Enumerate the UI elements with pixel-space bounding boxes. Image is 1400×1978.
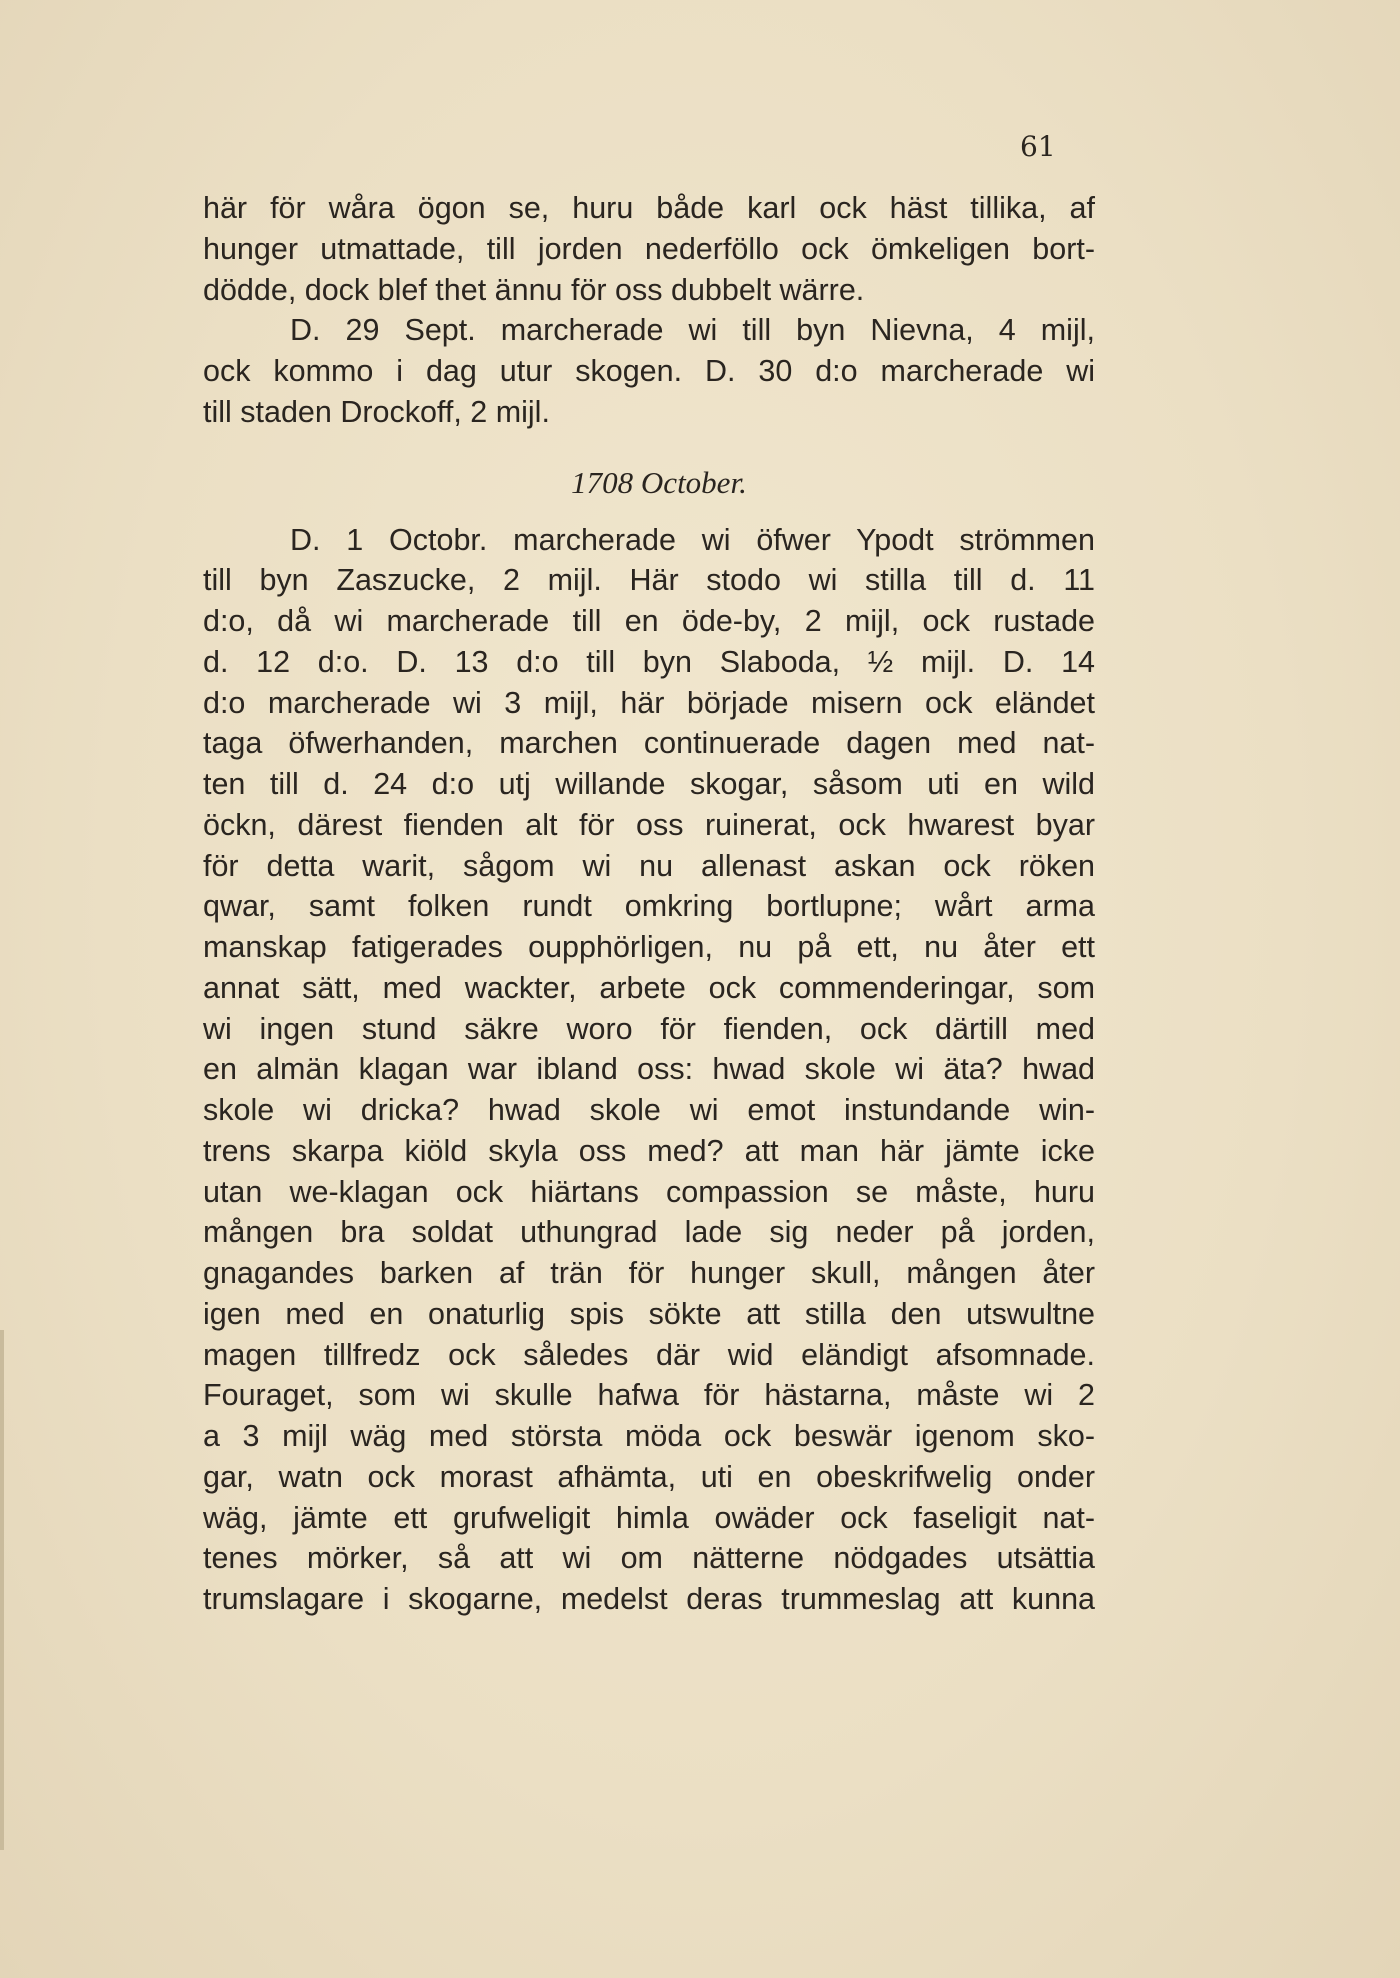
page-edge-shadow (0, 1330, 4, 1850)
text-line: D. 1 Octobr. marcherade wi öfwer Ypodt strömmen (290, 522, 1095, 557)
text-line: trumslagare i skogarne, medelst deras trummeslag att kunna (203, 1582, 1095, 1616)
text-line: gar, watn ock morast afhämta, uti en obeskrifwelig onder (203, 1459, 1095, 1494)
text-line: hunger utmattade, till jorden nederföllo ock ömkeligen bort- (203, 231, 1095, 266)
text-line: igen med en onaturlig spis sökte att stilla den utswultne (203, 1296, 1095, 1331)
body-text (203, 188, 1095, 1620)
text-line: d. 12 d:o. D. 13 d:o till byn Slaboda, ½ mijl. D. 14 (203, 644, 1095, 679)
text-line: dödde, dock blef thet ännu för oss dubbelt wärre. (203, 272, 865, 307)
text-line: utan we-klagan ock hiärtans compassion se måste, huru (203, 1174, 1095, 1209)
text-line: d:o marcherade wi 3 mijl, här började misern ock eländet (203, 685, 1095, 720)
text-line: till staden Drockoff, 2 mijl. (203, 394, 550, 429)
text-line: D. 29 Sept. marcherade wi till byn Nievna, 4 mijl, (290, 313, 1095, 348)
text-line: gnagandes barken af trän för hunger skull, mången åter (203, 1256, 1095, 1290)
text-line: mången bra soldat uthungrad lade sig neder på jorden, (203, 1215, 1095, 1250)
text-line: manskap fatigerades oupphörligen, nu på ett, nu åter ett (203, 930, 1095, 964)
text-line: ock kommo i dag utur skogen. D. 30 d:o marcherade wi (203, 354, 1095, 388)
text-line: annat sätt, med wackter, arbete ock commenderingar, som (203, 970, 1095, 1005)
page-number: 61 (1020, 130, 1056, 163)
section-heading: 1708 October. (571, 464, 747, 500)
text-line: öckn, därest fienden alt för oss ruinerat, ock hwarest byar (203, 807, 1095, 842)
text-line: skole wi dricka? hwad skole wi emot instundande win- (203, 1093, 1095, 1127)
text-line: ten till d. 24 d:o utj willande skogar, såsom uti en wild (203, 767, 1095, 801)
text-line: magen tillfredz ock således där wid eländigt afsomnade. (203, 1337, 1095, 1372)
text-line: d:o, då wi marcherade till en öde-by, 2 mijl, ock rustade (203, 604, 1095, 638)
text-line: wi ingen stund säkre woro för fienden, ock därtill med (203, 1011, 1095, 1046)
text-line: qwar, samt folken rundt omkring bortlupne; wårt arma (203, 889, 1095, 924)
text-line: a 3 mijl wäg med största möda ock beswär igenom sko- (203, 1419, 1095, 1453)
text-line: tenes mörker, så att wi om nätterne nödgades utsättia (203, 1541, 1095, 1576)
text-line: Fouraget, som wi skulle hafwa för hästarna, måste wi 2 (203, 1378, 1095, 1413)
text-line: trens skarpa kiöld skyla oss med? att man här jämte icke (203, 1133, 1095, 1168)
text-line: wäg, jämte ett grufweligit himla owäder ock faseligit nat- (203, 1500, 1095, 1535)
text-line: taga öfwerhanden, marchen continuerade dagen med nat- (203, 726, 1095, 761)
text-line: en almän klagan war ibland oss: hwad skole wi äta? hwad (203, 1052, 1095, 1087)
text-line: för detta warit, sågom wi nu allenast askan ock röken (203, 848, 1095, 883)
text-line: till byn Zaszucke, 2 mijl. Här stodo wi stilla till d. 11 (203, 563, 1095, 598)
text-line: här för wåra ögon se, huru både karl ock häst tillika, af (203, 191, 1095, 225)
